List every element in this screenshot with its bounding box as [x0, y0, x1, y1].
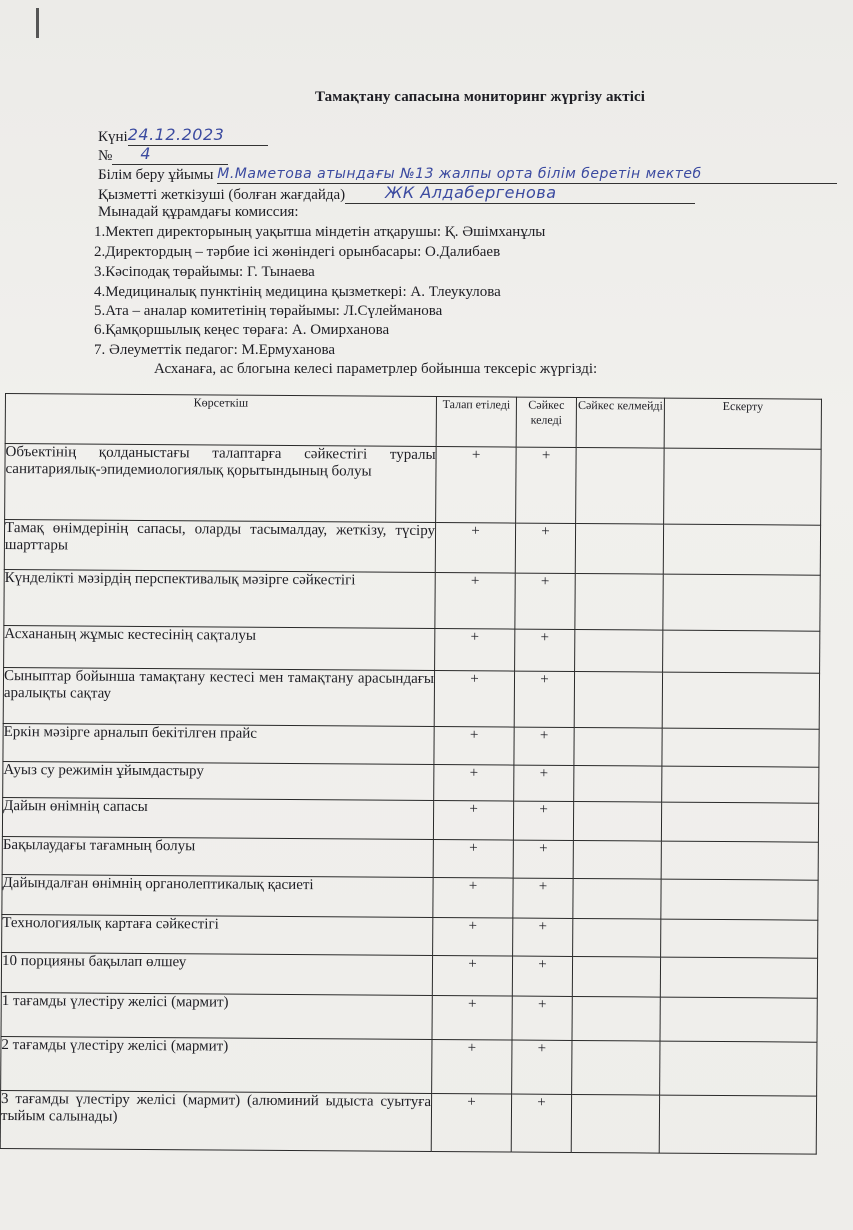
row-indicator: Сыныптар бойынша тамақтану кестесі мен тамақтану арасындағы аралықты сақтау: [3, 667, 434, 726]
row-required: +: [435, 629, 515, 672]
institution-line: [98, 165, 837, 184]
table-row: [2, 914, 818, 958]
inspection-table: [0, 393, 822, 1155]
row-indicator: Дайын өнімнің сапасы: [2, 797, 433, 839]
row-note: [661, 919, 818, 958]
row-indicator: Асхананың жұмыс кестесінің сақталуы: [4, 625, 435, 670]
row-noncompliant: [574, 765, 662, 802]
supplier-line: [98, 184, 695, 204]
institution-value: М.Маметова атындағы №13 жалпы орта білім беретін мектеб: [217, 166, 702, 182]
row-noncompliant: [572, 1040, 660, 1095]
row-required: +: [433, 801, 513, 841]
row-noncompliant: [573, 918, 661, 957]
commission-member: 4.Медициналық пунктінің медицина қызметкері: А. Тлеукулова: [94, 284, 501, 300]
table-row: [4, 520, 820, 576]
row-compliant: +: [514, 765, 574, 801]
row-indicator: Ауыз су режимін ұйымдастыру: [3, 761, 434, 800]
row-compliant: +: [512, 1040, 572, 1094]
table-row: [1, 1036, 817, 1096]
header-noncompliant: Сәйкес келмейді: [576, 397, 664, 448]
row-compliant: +: [513, 840, 573, 878]
row-note: [661, 879, 818, 920]
row-noncompliant: [573, 878, 661, 919]
row-noncompliant: [573, 840, 661, 879]
row-required: +: [433, 840, 513, 879]
document-title: Тамақтану сапасына мониторинг жүргізу актісі: [314, 89, 646, 105]
row-compliant: +: [515, 629, 575, 671]
table-row: [1, 992, 817, 1042]
row-required: +: [432, 995, 512, 1040]
row-required: +: [432, 1039, 512, 1094]
number-line: [98, 145, 228, 165]
row-required: +: [435, 523, 515, 574]
row-compliant: +: [514, 671, 574, 727]
row-note: [664, 448, 822, 525]
row-required: +: [433, 917, 513, 956]
row-required: +: [434, 727, 514, 766]
institution-label: Білім беру ұйымы: [98, 167, 214, 183]
table-header-row: [5, 394, 821, 450]
row-note: [663, 524, 820, 575]
supplier-field: [345, 184, 695, 204]
header-compliant: Сәйкес келеді: [516, 397, 576, 447]
row-compliant: +: [514, 727, 574, 765]
row-compliant: +: [516, 447, 577, 523]
row-noncompliant: [572, 996, 660, 1041]
row-note: [659, 1095, 816, 1154]
commission-intro: Мынадай құрамдағы комиссия:: [98, 204, 299, 220]
number-field: [112, 145, 228, 165]
row-note: [660, 957, 817, 998]
table-row: [4, 569, 820, 631]
date-line: [98, 126, 268, 146]
inspection-intro: Асханаға, ас блогына келесі параметрлер бойынша тексеріс жүргізді:: [154, 361, 598, 377]
row-indicator: Технологиялық картаға сәйкестігі: [2, 914, 433, 955]
row-noncompliant: [574, 727, 662, 766]
row-compliant: +: [513, 918, 573, 956]
table-row: [0, 1090, 816, 1154]
row-noncompliant: [575, 629, 663, 672]
table-row: [4, 625, 820, 673]
row-note: [660, 997, 817, 1042]
row-note: [663, 630, 820, 673]
number-label: №: [98, 148, 113, 164]
row-indicator: Дайындалған өнімнің органолептикалық қасиеті: [2, 874, 433, 917]
row-required: +: [432, 955, 512, 996]
number-value: 4: [140, 144, 151, 163]
table-row: [3, 667, 819, 729]
row-noncompliant: [571, 1094, 659, 1153]
header-required: Талап етіледі: [436, 397, 516, 448]
row-required: +: [435, 573, 515, 630]
row-compliant: +: [513, 878, 573, 918]
row-note: [661, 841, 818, 880]
row-compliant: +: [511, 1094, 571, 1152]
row-indicator: Еркін мәзірге арналып бекітілген прайс: [3, 723, 434, 764]
table-row: [2, 874, 818, 920]
row-compliant: +: [513, 801, 573, 840]
row-indicator: Тамақ өнімдерінің сапасы, оларды тасымалдау, жеткізу, түсіру шарттары: [4, 520, 435, 573]
row-indicator: 2 тағамды үлестіру желісі (мармит): [1, 1036, 432, 1093]
supplier-label: Қызметті жеткізуші (болған жағдайда): [98, 187, 346, 203]
row-indicator: Объектінің қолданыстағы талаптарға сәйкестігі туралы санитариялық-эпидемиологиялық қорытындының болуы: [5, 444, 437, 523]
row-required: +: [434, 671, 514, 728]
margin-mark: [36, 8, 39, 38]
row-indicator: 1 тағамды үлестіру желісі (мармит): [1, 992, 432, 1039]
table-row: [3, 723, 819, 767]
table-row: [3, 761, 819, 803]
row-required: +: [436, 447, 517, 524]
table-row: [5, 444, 822, 526]
header-indicator: Көрсеткіш: [5, 394, 436, 447]
row-noncompliant: [575, 573, 663, 630]
row-note: [662, 728, 819, 767]
row-note: [662, 672, 819, 729]
row-noncompliant: [576, 447, 665, 524]
row-compliant: +: [515, 573, 575, 629]
table-row: [2, 797, 818, 842]
row-indicator: Күнделікті мәзірдің перспективалық мәзірге сәйкестігі: [4, 569, 435, 628]
commission-member: 6.Қамқоршылық кеңес төраға: А. Омирханова: [94, 322, 390, 338]
row-compliant: +: [512, 956, 572, 996]
row-required: +: [431, 1093, 511, 1152]
table-row: [2, 836, 818, 880]
row-required: +: [434, 765, 514, 802]
row-noncompliant: [575, 523, 663, 574]
row-noncompliant: [573, 801, 661, 841]
commission-member: 1.Мектеп директорының уақытша міндетін атқарушы: Қ. Әшімханұлы: [94, 224, 546, 240]
header-note: Ескерту: [664, 398, 821, 449]
commission-member: 5.Ата – аналар комитетінің төрайымы: Л.Сүлейманова: [94, 303, 443, 319]
date-label: Күні: [98, 129, 128, 145]
row-note: [662, 766, 819, 803]
row-compliant: +: [512, 996, 572, 1040]
commission-member: 2.Директордың – тәрбие ісі жөніндегі орынбасары: О.Далибаев: [94, 244, 501, 260]
supplier-value: ЖК Алдабергенова: [385, 183, 557, 202]
row-indicator: 3 тағамды үлестіру желісі (мармит) (алюминий ыдыста суытуға тыйым салынады): [0, 1090, 431, 1151]
row-note: [661, 802, 818, 842]
row-noncompliant: [574, 671, 662, 728]
date-field: [128, 126, 268, 146]
commission-member: 7. Әлеуметтік педагог: М.Ермуханова: [94, 342, 336, 358]
commission-member: 3.Кәсіподақ төрайымы: Г. Тынаева: [94, 264, 315, 280]
row-indicator: 10 порцияны бақылап өлшеу: [1, 952, 432, 995]
row-noncompliant: [572, 956, 660, 997]
table-row: [1, 952, 817, 998]
institution-field: [217, 165, 837, 184]
date-value: 24.12.2023: [127, 125, 225, 144]
row-note: [663, 574, 820, 631]
row-indicator: Бақылаудағы тағамның болуы: [2, 836, 433, 877]
row-required: +: [433, 878, 513, 919]
row-compliant: +: [515, 523, 575, 573]
row-note: [660, 1041, 817, 1096]
